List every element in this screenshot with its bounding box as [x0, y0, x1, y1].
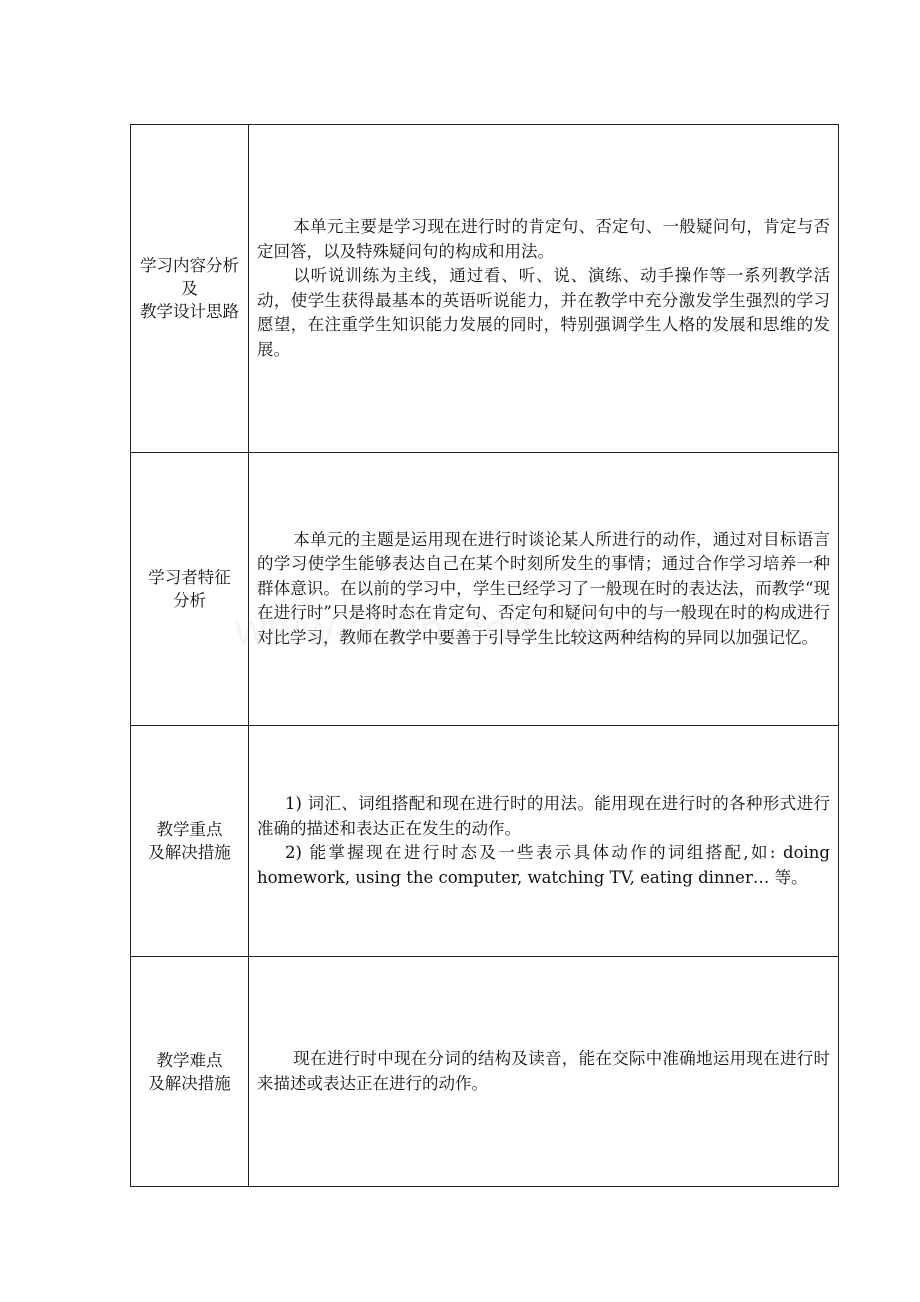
- table-row-content-analysis: [131, 125, 839, 453]
- body-paragraph: 本单元主要是学习现在进行时的肯定句、否定句、一般疑问句，肯定与否定回答，以及特殊疑问句的构成和用法。: [257, 217, 830, 261]
- body-list-item: 2) 能掌握现在进行时态及一些表示具体动作的词组搭配,如: doing homework, using the computer, watching TV, eating dinner… 等。: [257, 843, 830, 887]
- row-body-learner-analysis: [249, 453, 839, 726]
- table-row-key-points: [131, 726, 839, 957]
- row-label-difficulties: [131, 957, 249, 1187]
- row-label-learner-analysis: [131, 453, 249, 726]
- row-body-content-analysis: [249, 125, 839, 453]
- body-paragraph: 以听说训练为主线，通过看、听、说、演练、动手操作等一系列教学活动，使学生获得最基本的英语听说能力，并在教学中充分激发学生强烈的学习愿望，在注重学生知识能力发展的同时，特别强调学生人格的发展和思维的发展。: [257, 266, 830, 359]
- row-label-content-analysis: [131, 125, 249, 453]
- label-line: 及: [181, 279, 198, 298]
- body-list-item: 1) 词汇、词组搭配和现在进行时的用法。能用现在进行时的各种形式进行准确的描述和表达正在发生的动作。: [257, 794, 830, 838]
- label-line: 分析: [173, 591, 206, 610]
- label-line: 学习内容分析: [140, 256, 239, 275]
- label-line: 教学设计思路: [140, 302, 239, 321]
- label-line: 教学重点: [156, 820, 223, 839]
- lesson-plan-table: [130, 124, 839, 1187]
- row-label-key-points: [131, 726, 249, 957]
- label-line: 学习者特征: [148, 568, 231, 587]
- body-paragraph: 本单元的主题是运用现在进行时谈论某人所进行的动作，通过对目标语言的学习使学生能够表达自己在某个时刻所发生的事情；通过合作学习培养一种群体意识。在以前的学习中，学生已经学习了一般现在时的表达法，而教学“现在进行时”只是将时态在肯定句、否定句和疑问句中的与一般现在时的构成进行对比学习，教师在教学中要善于引导学生比较这两种结构的异同以加强记忆。: [257, 529, 830, 647]
- table-row-difficulties: [131, 957, 839, 1187]
- table-row-learner-analysis: [131, 453, 839, 726]
- label-line: 教学难点: [156, 1050, 223, 1070]
- label-line: 及解决措施: [148, 843, 231, 862]
- label-line: 及解决措施: [148, 1073, 231, 1093]
- row-body-difficulties: [249, 957, 839, 1187]
- body-paragraph: 现在进行时中现在分词的结构及读音，能在交际中准确地运用现在进行时来描述或表达正在进行的动作。: [257, 1049, 830, 1093]
- row-body-key-points: [249, 726, 839, 957]
